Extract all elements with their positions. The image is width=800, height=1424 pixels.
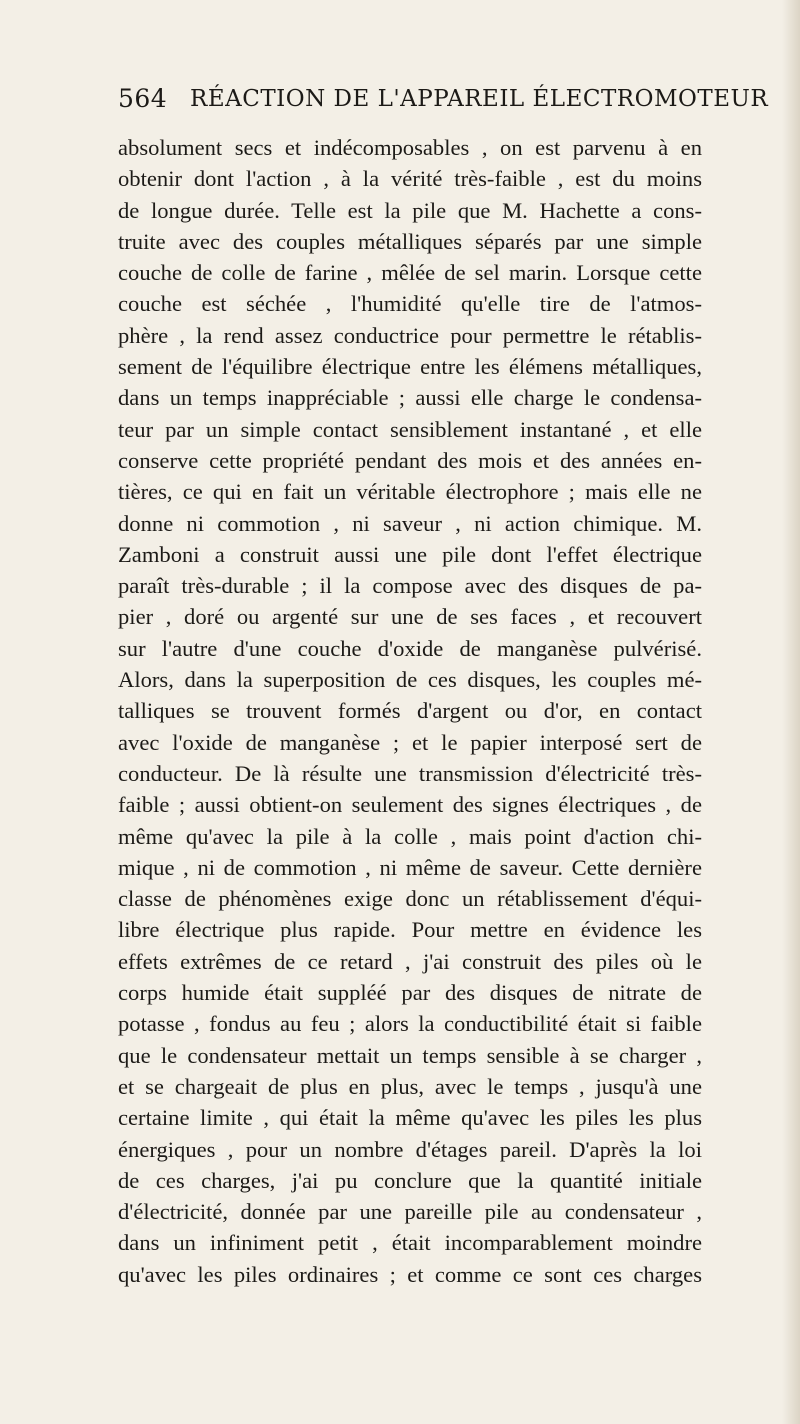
- text-line: conducteur. De là résulte une transmission d'électricité très-: [118, 760, 702, 786]
- text-line: dans un infiniment petit , était incomparablement moindre: [118, 1230, 702, 1256]
- text-line: obtenir dont l'action , à la vérité très-faible , est du moins: [118, 166, 702, 192]
- text-line: qu'avec les piles ordinaires ; et comme ce sont ces charges: [118, 1261, 702, 1287]
- text-line: couche de colle de farine , mêlée de sel marin. Lorsque cette: [118, 260, 702, 286]
- text-line: potasse , fondus au feu ; alors la conductibilité était si faible: [118, 1011, 702, 1037]
- text-line: faible ; aussi obtient-on seulement des signes électriques , de: [118, 792, 702, 818]
- text-line: d'électricité, donnée par une pareille pile au condensateur ,: [118, 1199, 702, 1225]
- page-number: 564: [118, 84, 168, 113]
- text-line: de longue durée. Telle est la pile que M. Hachette a cons-: [118, 197, 702, 223]
- text-line: énergiques , pour un nombre d'étages pareil. D'après la loi: [118, 1136, 702, 1162]
- text-line: et se chargeait de plus en plus, avec le temps , jusqu'à une: [118, 1073, 702, 1099]
- body-text: [118, 132, 702, 1290]
- text-line: mique , ni de commotion , ni même de saveur. Cette dernière: [118, 854, 702, 880]
- text-line: conserve cette propriété pendant des mois et des années en-: [118, 447, 702, 473]
- running-header: [118, 84, 769, 120]
- text-line: avec l'oxide de manganèse ; et le papier interposé sert de: [118, 729, 702, 755]
- running-title: RÉACTION DE L'APPAREIL ÉLECTROMOTEUR: [190, 86, 769, 112]
- text-line: paraît très-durable ; il la compose avec des disques de pa-: [118, 573, 702, 599]
- text-line: corps humide était suppléé par des disques de nitrate de: [118, 980, 702, 1006]
- text-line: absolument secs et indécomposables , on est parvenu à en: [118, 135, 702, 160]
- text-line: pier , doré ou argenté sur une de ses faces , et recouvert: [118, 604, 702, 630]
- text-line: Alors, dans la superposition de ces disques, les couples mé-: [118, 667, 702, 693]
- text-line: certaine limite , qui était la même qu'avec les piles les plus: [118, 1105, 702, 1131]
- text-line: talliques se trouvent formés d'argent ou d'or, en contact: [118, 698, 702, 724]
- text-line: effets extrêmes de ce retard , j'ai construit des piles où le: [118, 948, 702, 974]
- text-line: couche est séchée , l'humidité qu'elle tire de l'atmos-: [118, 291, 702, 317]
- text-line: sement de l'équilibre électrique entre les élémens métalliques,: [118, 354, 702, 380]
- text-line: truite avec des couples métalliques séparés par une simple: [118, 228, 702, 254]
- text-line: dans un temps inappréciable ; aussi elle charge le condensa-: [118, 385, 702, 411]
- text-line: classe de phénomènes exige donc un rétablissement d'équi-: [118, 886, 702, 912]
- text-line: teur par un simple contact sensiblement instantané , et elle: [118, 416, 702, 442]
- page-edge-shadow: [782, 0, 800, 1424]
- text-line: de ces charges, j'ai pu conclure que la quantité initiale: [118, 1167, 702, 1193]
- text-line: libre électrique plus rapide. Pour mettre en évidence les: [118, 917, 702, 943]
- text-line: sur l'autre d'une couche d'oxide de manganèse pulvérisé.: [118, 635, 702, 661]
- text-line: que le condensateur mettait un temps sensible à se charger ,: [118, 1042, 702, 1068]
- text-line: Zamboni a construit aussi une pile dont l'effet électrique: [118, 541, 702, 567]
- text-line: tières, ce qui en fait un véritable électrophore ; mais elle ne: [118, 479, 702, 505]
- text-line: donne ni commotion , ni saveur , ni action chimique. M.: [118, 510, 702, 536]
- text-line: même qu'avec la pile à la colle , mais point d'action chi-: [118, 823, 702, 849]
- text-line: phère , la rend assez conductrice pour permettre le rétablis-: [118, 322, 702, 348]
